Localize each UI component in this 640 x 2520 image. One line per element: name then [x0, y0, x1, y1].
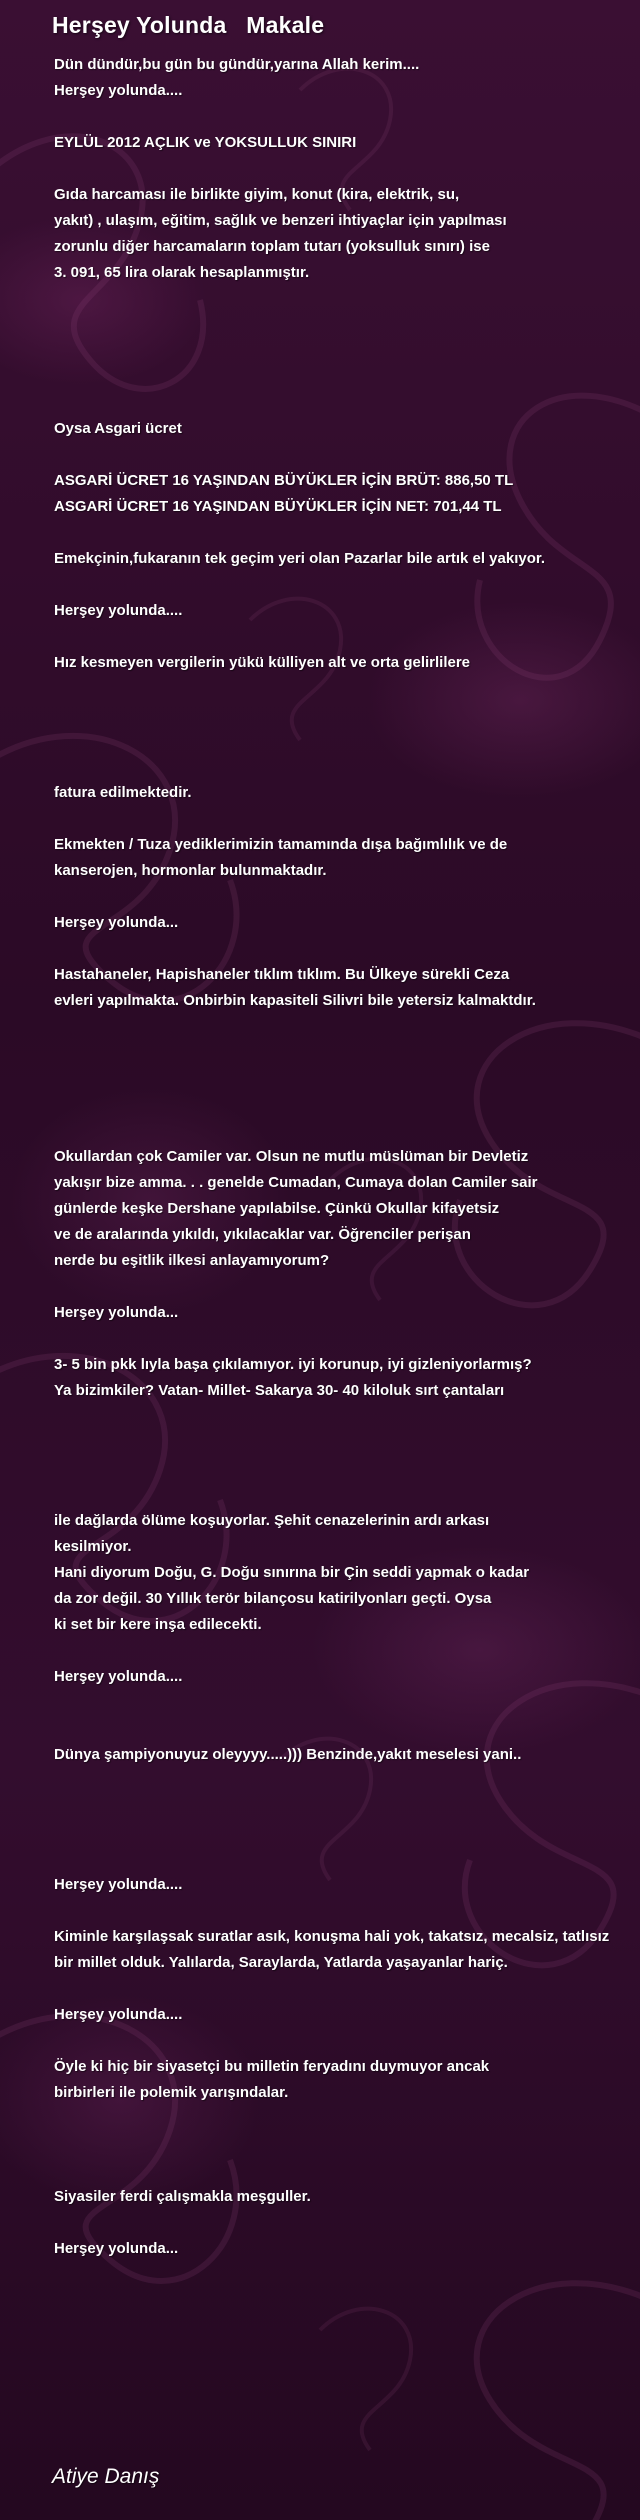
blank-line [54, 1066, 640, 1092]
blank-line [54, 312, 640, 338]
poem-line: Öyle ki hiç bir siyasetçi bu milletin feryadını duymuyor ancak [54, 2058, 490, 2075]
blank-line [54, 1456, 640, 1482]
blank-line [54, 1326, 640, 1352]
blank-line [54, 728, 640, 754]
blank-line [54, 624, 640, 650]
blank-line [54, 364, 640, 390]
page-title: Herşey Yolunda Makale [52, 12, 325, 38]
poem-line: fatura edilmektedir. [54, 784, 192, 801]
blank-line [54, 806, 640, 832]
poem-line: birbirleri ile polemik yarışındalar. [54, 2084, 289, 2101]
poem-line: Hız kesmeyen vergilerin yükü külliyen alt ve orta gelirlilere [54, 654, 471, 671]
blank-line [54, 1092, 640, 1118]
blank-line [54, 676, 640, 702]
poem-line: 3- 5 bin pkk lıyla başa çıkılamıyor. iyi korunup, iyi gizleniyorlarmış? [54, 1356, 532, 1373]
blank-line [54, 1430, 640, 1456]
blank-line [54, 338, 640, 364]
blank-line [54, 1690, 640, 1716]
poem-line: Hani diyorum Doğu, G. Doğu sınırına bir Çin seddi yapmak o kadar [54, 1564, 530, 1581]
blank-line [54, 884, 640, 910]
poem-line: Herşey yolunda.... [54, 2006, 183, 2023]
blank-line [54, 1118, 640, 1144]
poem-line: Dün dündür,bu gün bu gündür,yarına Allah kerim.... [54, 56, 420, 73]
blank-line [54, 572, 640, 598]
blank-line [54, 104, 640, 130]
poem-line: ASGARİ ÜCRET 16 YAŞINDAN BÜYÜKLER İÇİN NET: 701,44 TL [54, 498, 502, 515]
poem-line: kesilmiyor. [54, 1538, 132, 1555]
poem-line: Herşey yolunda.... [54, 1876, 183, 1893]
blank-line [54, 2028, 640, 2054]
blank-line [54, 1846, 640, 1872]
poem-line: bir millet olduk. Yalılarda, Saraylarda, Yatlarda yaşayanlar hariç. [54, 1954, 508, 1971]
poem-line: evleri yapılmakta. Onbirbin kapasiteli Silivri bile yetersiz kalmaktdır. [54, 992, 536, 1009]
blank-line [54, 286, 640, 312]
poem-line: Herşey yolunda... [54, 1304, 179, 1321]
blank-line [54, 1898, 640, 1924]
blank-line [54, 1014, 640, 1040]
poem-line: Okullardan çok Camiler var. Olsun ne mutlu müslüman bir Devletiz [54, 1148, 529, 1165]
poem-line: Herşey yolunda.... [54, 602, 183, 619]
blank-line [54, 156, 640, 182]
blank-line [54, 1768, 640, 1794]
poem-line: günlerde keşke Dershane yapılabilse. Çünkü Okullar kifayetsiz [54, 1200, 500, 1217]
blank-line [54, 1820, 640, 1846]
poem-line: ki set bir kere inşa edilecekti. [54, 1616, 262, 1633]
poem-line: yakıt) , ulaşım, eğitim, sağlık ve benzeri ihtiyaçlar için yapılması [54, 212, 507, 229]
poem-line: da zor değil. 30 Yıllık terör bilançosu katirilyonları geçti. Oysa [54, 1590, 492, 1607]
poem-line: Hastahaneler, Hapishaneler tıklım tıklım. Bu Ülkeye sürekli Ceza [54, 966, 510, 983]
poem-line: Gıda harcaması ile birlikte giyim, konut (kira, elektrik, su, [54, 186, 460, 203]
poem-line: Dünya şampiyonuyuz oleyyyy.....))) Benzinde,yakıt meselesi yani.. [54, 1746, 522, 1763]
poem-line: kanserojen, hormonlar bulunmaktadır. [54, 862, 327, 879]
blank-line [54, 1716, 640, 1742]
blank-line [54, 1482, 640, 1508]
blank-line [54, 2106, 640, 2132]
blank-line [54, 520, 640, 546]
blank-line [54, 1274, 640, 1300]
poem-line: Ya bizimkiler? Vatan- Millet- Sakarya 30- 40 kiloluk sırt çantaları [54, 1382, 505, 1399]
poem-line: ile dağlarda ölüme koşuyorlar. Şehit cenazelerinin ardı arkası [54, 1512, 490, 1529]
poem-line: Herşey yolunda... [54, 914, 179, 931]
poem-line: zorunlu diğer harcamaların toplam tutarı (yoksulluk sınırı) ise [54, 238, 490, 255]
poem-line: Herşey yolunda... [54, 2240, 179, 2257]
poem-line: ve de aralarında yıkıldı, yıkılacaklar var. Öğrenciler perişan [54, 1226, 471, 1243]
blank-line [54, 390, 640, 416]
blank-line [54, 702, 640, 728]
blank-line [54, 1638, 640, 1664]
poem-line: Oysa Asgari ücret [54, 420, 182, 437]
poem-line: Herşey yolunda.... [54, 82, 183, 99]
poem-line: ASGARİ ÜCRET 16 YAŞINDAN BÜYÜKLER İÇİN BRÜT: 886,50 TL [54, 472, 514, 489]
blank-line [54, 2132, 640, 2158]
poem-line: Ekmekten / Tuza yediklerimizin tamamında dışa bağımlılık ve de [54, 836, 508, 853]
blank-line [54, 1404, 640, 1430]
blank-line [54, 2210, 640, 2236]
blank-line [54, 1040, 640, 1066]
blank-line [54, 442, 640, 468]
poem-line: nerde bu eşitlik ilkesi anlayamıyorum? [54, 1252, 330, 1269]
poem-line: Emekçinin,fukaranın tek geçim yeri olan Pazarlar bile artık el yakıyor. [54, 550, 546, 567]
author-signature: Atiye Danış [52, 2465, 160, 2488]
blank-line [54, 754, 640, 780]
poem-line: EYLÜL 2012 AÇLIK ve YOKSULLUK SINIRI [54, 134, 357, 151]
poem-line: Herşey yolunda.... [54, 1668, 183, 1685]
poem-line: Siyasiler ferdi çalışmakla meşguller. [54, 2188, 311, 2205]
poem-body [54, 52, 640, 2262]
poem-line: yakışır bize amma. . . genelde Cumadan, Cumaya dolan Camiler sair [54, 1174, 538, 1191]
blank-line [54, 1794, 640, 1820]
blank-line [54, 936, 640, 962]
blank-line [54, 2158, 640, 2184]
blank-line [54, 1976, 640, 2002]
poem-line: Kiminle karşılaşsak suratlar asık, konuşma hali yok, takatsız, mecalsiz, tatlısız [54, 1928, 610, 1945]
poem-line: 3. 091, 65 lira olarak hesaplanmıştır. [54, 264, 310, 281]
